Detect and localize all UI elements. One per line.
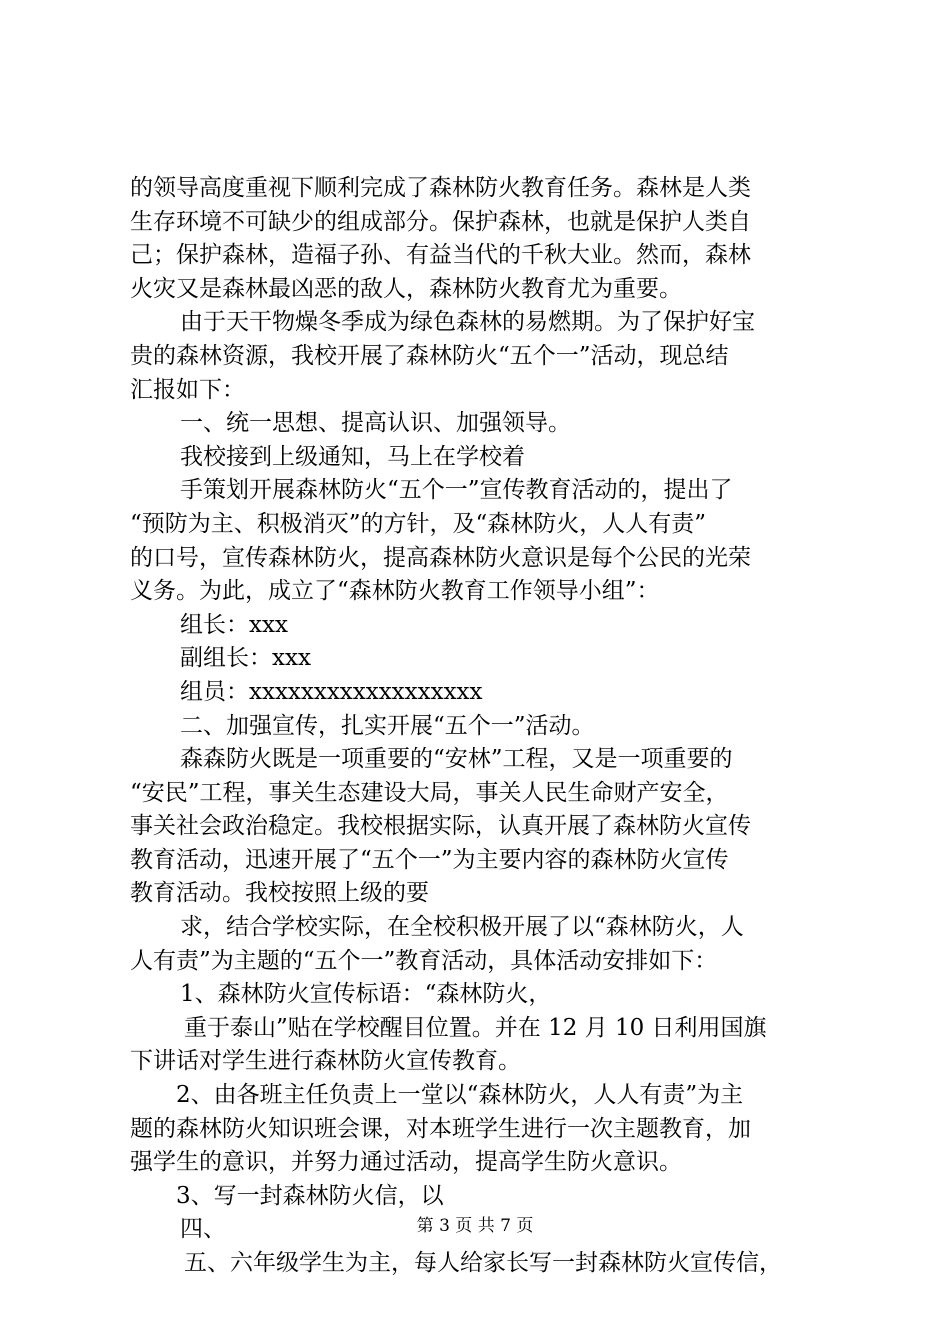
text-line: 题的森林防火知识班会课，对本班学生进行一次主题教育，加 [130, 1115, 751, 1142]
text-line: 3、写一封森林防火信，以 [176, 1182, 444, 1209]
text-line: 教育活动。我校按照上级的要 [130, 880, 429, 907]
page-footer: 第 3 页 共 7 页 [416, 1216, 534, 1236]
text-line: 五、六年级学生为主，每人给家长写一封森林防火宣传信， [184, 1250, 782, 1276]
text-line: 事关社会政治稳定。我校根据实际，认真开展了森林防火宣传 [130, 813, 751, 840]
text-line: 由于天干物燥冬季成为绿色森林的易燃期。为了保护好宝 [180, 309, 755, 336]
text-line: 生存环境不可缺少的组成部分。保护森林，也就是保护人类自 [130, 208, 751, 235]
text-line: 的口号，宣传森林防火，提高森林防火意识是每个公民的光荣 [130, 544, 751, 571]
text-line: 一、统一思想、提高认识、加强领导。 [180, 410, 571, 437]
text-line: 下讲话对学生进行森林防火宣传教育。 [130, 1048, 521, 1075]
text-line: 强学生的意识，并努力通过活动，提高学生防火意识。 [130, 1149, 682, 1176]
text-line: 副组长：xxx [180, 645, 311, 672]
text-line: 贵的森林资源，我校开展了森林防火“五个一”活动，现总结 [130, 342, 729, 369]
text-line: 汇报如下： [130, 376, 245, 403]
text-line: “预防为主、积极消灭”的方针，及“森林防火，人人有责” [130, 510, 707, 537]
text-line: 手策划开展森林防火“五个一”宣传教育活动的，提出了 [180, 477, 733, 504]
text-line: 的领导高度重视下顺利完成了森林防火教育任务。森林是人类 [130, 175, 751, 201]
text-line: “安民”工程，事关生态建设大局，事关人民生命财产安全， [130, 779, 729, 806]
text-line: 求，结合学校实际，在全校积极开展了以“森林防火，人 [180, 914, 744, 941]
text-line: 组长：xxx [180, 611, 288, 638]
text-line: 重于泰山”贴在学校醒目位置。并在 12 月 10 日利用国旗 [184, 1014, 767, 1041]
text-line: 组员：xxxxxxxxxxxxxxxxxx [180, 678, 483, 705]
text-line: 二、加强宣传，扎实开展“五个一”活动。 [180, 712, 595, 739]
text-line: 我校接到上级通知，马上在学校着 [180, 443, 525, 470]
text-line: 四、 [180, 1216, 226, 1243]
text-line: 火灾又是森林最凶恶的敌人，森林防火教育尤为重要。 [130, 275, 682, 302]
text-line: 义务。为此，成立了“森林防火教育工作领导小组”： [130, 578, 660, 605]
text-line: 1、森林防火宣传标语：“森林防火， [180, 981, 552, 1008]
text-line: 己；保护森林，造福子孙、有益当代的千秋大业。然而，森林 [130, 242, 751, 269]
text-line: 人有责”为主题的“五个一”教育活动，具体活动安排如下： [130, 947, 718, 974]
text-line: 教育活动，迅速开展了“五个一”为主要内容的森林防火宣传 [130, 846, 729, 873]
text-line: 森森防火既是一项重要的“安林”工程，又是一项重要的 [180, 746, 733, 773]
document-body [130, 172, 840, 1281]
text-line: 2、由各班主任负责上一堂以“森林防火，人人有责”为主 [176, 1082, 744, 1109]
